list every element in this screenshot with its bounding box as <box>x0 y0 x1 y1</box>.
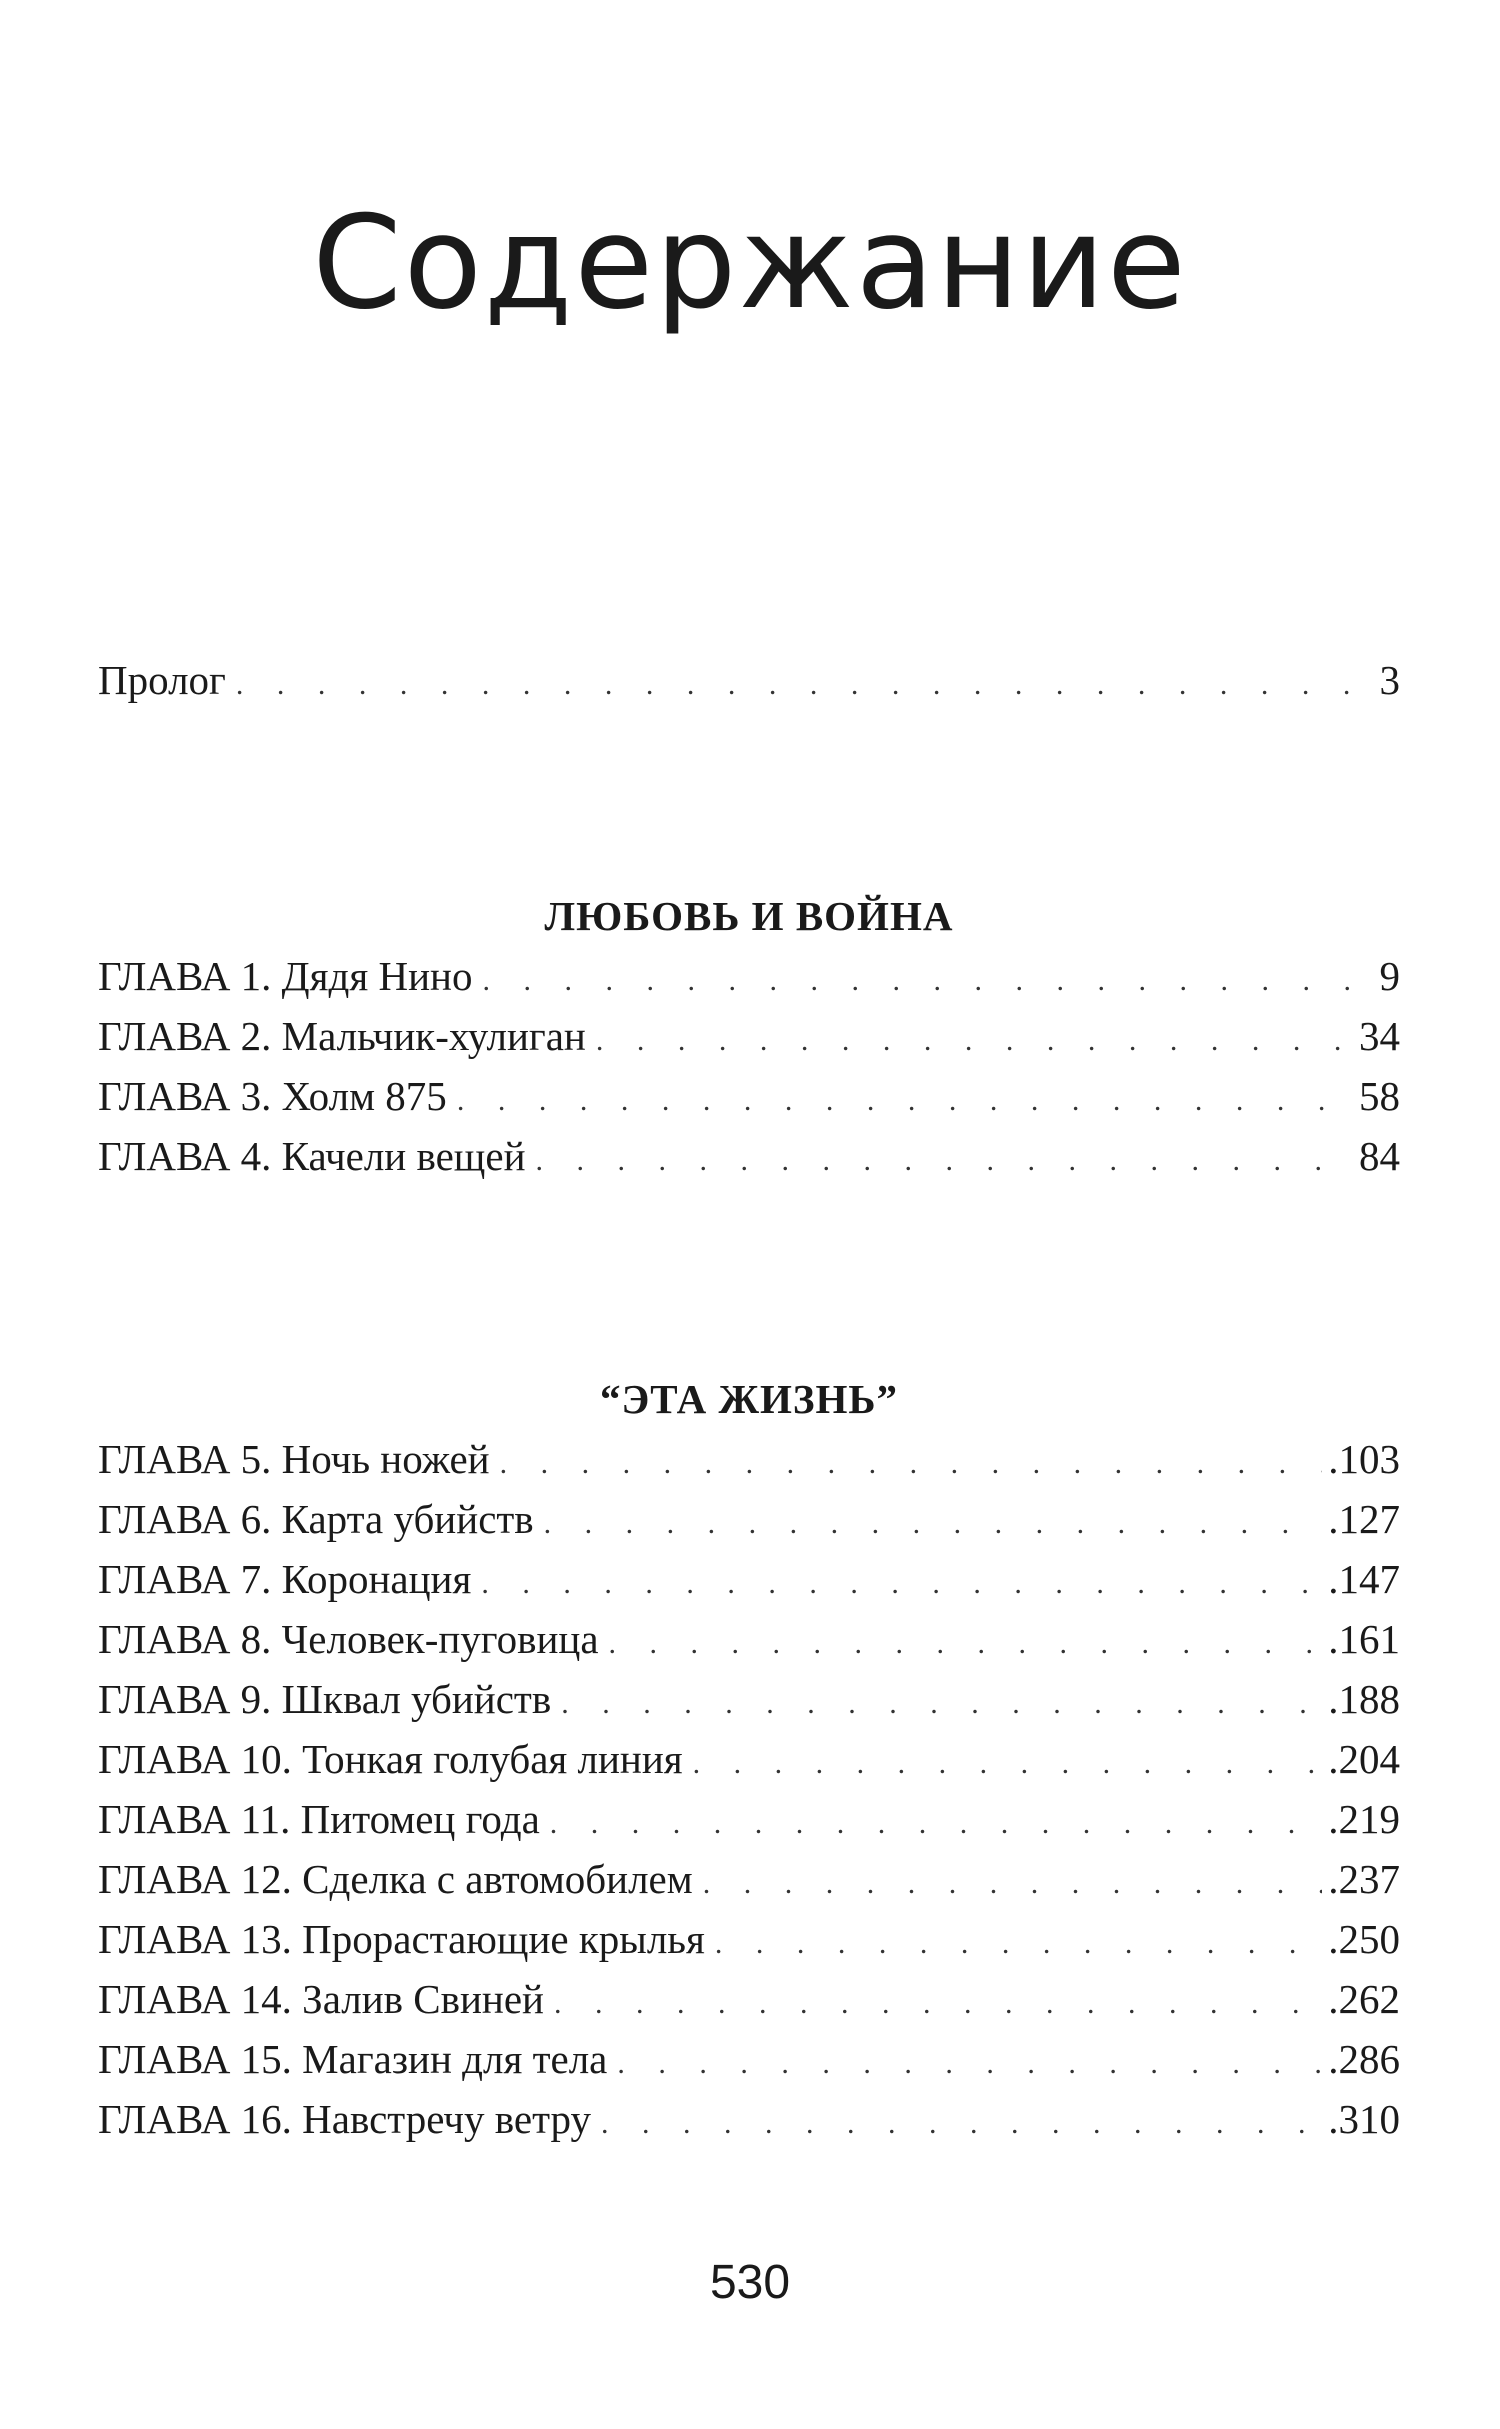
toc-entry-label: ГЛАВА 1. Дядя Нино <box>98 953 473 999</box>
footer-page-number: 530 <box>709 2256 791 2309</box>
dot-leader <box>561 1674 1322 1734</box>
toc-entry-chapter-16[interactable] <box>98 2089 1400 2149</box>
page-title: Содержание <box>312 189 1188 338</box>
toc-prologue <box>98 650 1400 710</box>
toc-entry-label: ГЛАВА 16. Навстречу ветру <box>98 2096 591 2142</box>
toc-entry-label: ГЛАВА 10. Тонкая голубая линия <box>98 1736 683 1782</box>
toc-entry-chapter-9[interactable] <box>98 1669 1400 1729</box>
toc-entry-label: ГЛАВА 15. Магазин для тела <box>98 2036 608 2082</box>
toc-entry-chapter-6[interactable] <box>98 1489 1400 1549</box>
toc-part-1 <box>98 886 1400 1186</box>
dot-leader <box>457 1071 1353 1131</box>
dot-leader <box>703 1854 1323 1914</box>
toc-entry-chapter-10[interactable] <box>98 1729 1400 1789</box>
toc-entry-chapter-3[interactable] <box>98 1066 1400 1126</box>
dot-leader <box>482 951 1373 1011</box>
toc-entry-label: ГЛАВА 11. Питомец года <box>98 1796 540 1842</box>
toc-entry-chapter-5[interactable] <box>98 1429 1400 1489</box>
toc-entry-label: ГЛАВА 12. Сделка с автомобилем <box>98 1856 693 1902</box>
toc-entry-chapter-8[interactable] <box>98 1609 1400 1669</box>
toc-entry-page: .219 <box>1328 1796 1400 1842</box>
toc-entry-page: .250 <box>1328 1916 1400 1962</box>
toc-entry-chapter-12[interactable] <box>98 1849 1400 1909</box>
toc-entry-label: ГЛАВА 3. Холм 875 <box>98 1073 447 1119</box>
toc-entry-label: ГЛАВА 9. Шквал убийств <box>98 1676 552 1722</box>
toc-entry-page: .310 <box>1328 2096 1400 2142</box>
toc-entry-label: ГЛАВА 14. Залив Свиней <box>98 1976 544 2022</box>
toc-entry-label: ГЛАВА 6. Карта убийств <box>98 1496 534 1542</box>
dot-leader <box>550 1794 1322 1854</box>
toc-entry-chapter-7[interactable] <box>98 1549 1400 1609</box>
dot-leader <box>554 1974 1322 2034</box>
dot-leader <box>596 1011 1353 1071</box>
dot-leader <box>544 1494 1323 1554</box>
dot-leader <box>617 2034 1322 2094</box>
dot-leader <box>715 1914 1322 1974</box>
dot-leader <box>236 655 1374 715</box>
toc-entry-page: 84 <box>1359 1133 1400 1179</box>
toc-entry-label: ГЛАВА 13. Прорастающие крылья <box>98 1916 705 1962</box>
dot-leader <box>536 1131 1353 1191</box>
toc-entry-page: 3 <box>1379 657 1400 703</box>
toc-entry-page: 9 <box>1379 953 1400 999</box>
toc-entry-label: Пролог <box>98 657 226 703</box>
toc-entry-page: .127 <box>1328 1496 1400 1542</box>
dot-leader <box>601 2094 1322 2154</box>
toc-entry-page: .103 <box>1328 1436 1400 1482</box>
toc-entry-label: ГЛАВА 8. Человек-пуговица <box>98 1616 599 1662</box>
toc-entry-page: .237 <box>1328 1856 1400 1902</box>
toc-entry-chapter-13[interactable] <box>98 1909 1400 1969</box>
toc-entry-chapter-14[interactable] <box>98 1969 1400 2029</box>
toc-entry-label: ГЛАВА 2. Мальчик-хулиган <box>98 1013 586 1059</box>
toc-entry-page: 34 <box>1359 1013 1400 1059</box>
dot-leader <box>693 1734 1323 1794</box>
toc-entry-label: ГЛАВА 4. Качели вещей <box>98 1133 526 1179</box>
toc-entry-page: .188 <box>1328 1676 1400 1722</box>
toc-entry-page: .161 <box>1328 1616 1400 1662</box>
toc-entry-chapter-15[interactable] <box>98 2029 1400 2089</box>
part-heading: ЛЮБОВЬ И ВОЙНА <box>544 893 954 939</box>
toc-entry-label: ГЛАВА 5. Ночь ножей <box>98 1436 490 1482</box>
toc-entry-chapter-2[interactable] <box>98 1006 1400 1066</box>
toc-entry-page: .204 <box>1328 1736 1400 1782</box>
toc-entry-page: 58 <box>1359 1073 1400 1119</box>
dot-leader <box>500 1434 1323 1494</box>
toc-entry-page: .147 <box>1328 1556 1400 1602</box>
toc-entry-label: ГЛАВА 7. Коронация <box>98 1556 472 1602</box>
toc-part-2 <box>98 1369 1400 2149</box>
dot-leader <box>609 1614 1323 1674</box>
toc-entry-chapter-11[interactable] <box>98 1789 1400 1849</box>
toc-entry-chapter-1[interactable] <box>98 946 1400 1006</box>
toc-entry-chapter-4[interactable] <box>98 1126 1400 1186</box>
toc-entry-page: .262 <box>1328 1976 1400 2022</box>
toc-entry-prologue[interactable] <box>98 650 1400 710</box>
dot-leader <box>481 1554 1322 1614</box>
part-heading: “ЭТА ЖИЗНЬ” <box>599 1376 899 1422</box>
toc-entry-page: .286 <box>1328 2036 1400 2082</box>
